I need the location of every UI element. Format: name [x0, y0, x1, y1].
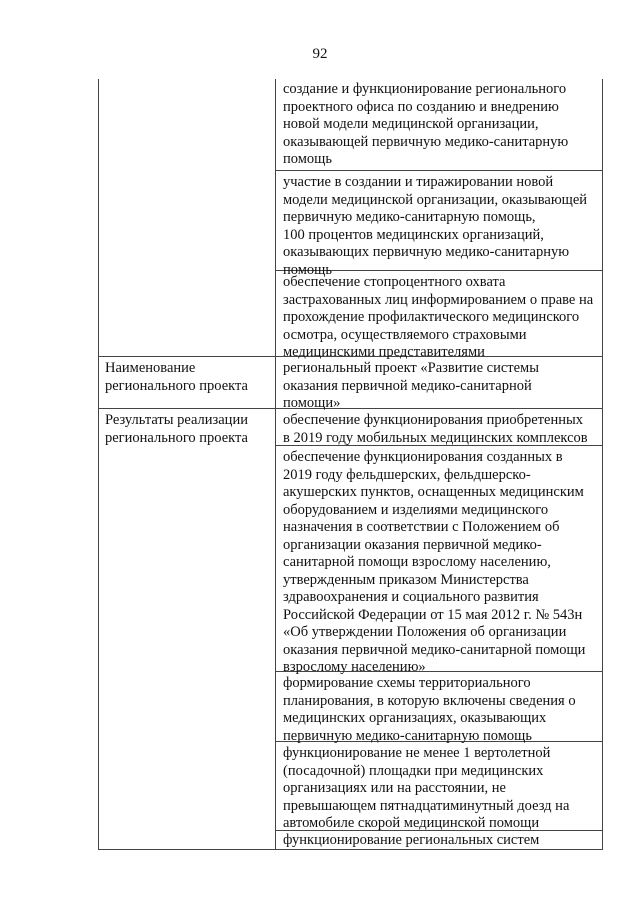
- text-line: превышающем пятнадцатиминутный доезд на: [283, 797, 570, 814]
- text-line: обеспечение функционирования приобретенных: [283, 412, 583, 428]
- text-line: прохождение профилактического медицинского: [283, 309, 580, 325]
- result-mobile-complexes: [283, 412, 588, 447]
- text-line: помощь: [283, 151, 332, 167]
- text-line: формирование схемы территориального: [283, 675, 531, 691]
- row-divider: [275, 170, 602, 171]
- text-line: осмотра, осуществляемого страховыми: [283, 326, 527, 343]
- result-regional-systems: [283, 832, 539, 850]
- text-line: первичную медико-санитарную помощь,: [283, 209, 536, 225]
- text-line: организации оказания первичной медико-: [283, 536, 542, 553]
- text-line: 100 процентов медицинских организаций,: [283, 226, 544, 243]
- label-project-name: [105, 360, 248, 395]
- column-divider: [275, 79, 276, 849]
- cell-insured-coverage: [283, 274, 593, 362]
- text-line: обеспечение стопроцентного охвата: [283, 274, 506, 290]
- text-line: регионального проекта: [105, 377, 248, 394]
- text-line: застрахованных лиц информированием о праве на: [283, 291, 594, 308]
- text-line: функционирование не менее 1 вертолетной: [283, 745, 551, 761]
- cell-regional-office: [283, 81, 568, 169]
- cell-new-model-participation: [283, 174, 587, 279]
- text-line: акушерских пунктов, оснащенных медицинским: [283, 484, 584, 500]
- page-number: 92: [312, 46, 328, 62]
- text-line: взрослому населению»: [283, 659, 426, 675]
- text-line: новой модели медицинской организации,: [283, 116, 539, 132]
- text-line: автомобиле скорой медицинской помощи: [283, 815, 540, 831]
- result-territorial-planning: [283, 675, 576, 745]
- text-line: проектного офиса по созданию и внедрению: [283, 98, 559, 115]
- text-line: организациях или на расстоянии, не: [283, 780, 506, 796]
- text-line: региональный проект «Развитие системы: [283, 360, 539, 376]
- text-line: функционирование региональных систем: [283, 832, 540, 848]
- text-line: модели медицинской организации, оказывающей: [283, 191, 588, 208]
- text-line: оказывающих первичную медико-санитарную: [283, 244, 570, 260]
- text-line: участие в создании и тиражировании новой: [283, 174, 554, 190]
- text-line: оказывающей первичную медико-санитарную: [283, 133, 569, 150]
- text-line: 2019 году фельдшерских, фельдшерско-: [283, 466, 531, 483]
- text-line: регионального проекта: [105, 429, 248, 446]
- text-line: планирования, в которую включены сведения о: [283, 692, 576, 709]
- text-line: обеспечение функционирования созданных в: [283, 449, 563, 465]
- result-helipad: [283, 745, 569, 833]
- result-feldsher-points: [283, 449, 585, 677]
- text-line: помощи»: [283, 395, 341, 411]
- text-line: первичную медико-санитарную помощь: [283, 727, 532, 744]
- text-line: Наименование: [105, 360, 196, 376]
- text-line: медицинскими представителями: [283, 344, 485, 360]
- text-line: утвержденным приказом Министерства: [283, 571, 529, 588]
- text-line: оказания первичной медико-санитарной помощи: [283, 641, 586, 658]
- document-table: [98, 79, 603, 850]
- text-line: медицинских организациях, оказывающих: [283, 710, 547, 726]
- text-line: «Об утверждении Положения об организации: [283, 624, 567, 640]
- text-line: Результаты реализации: [105, 412, 248, 428]
- text-line: оказания первичной медико-санитарной: [283, 377, 532, 394]
- text-line: здравоохранения и социального развития: [283, 589, 539, 605]
- text-line: в 2019 году мобильных медицинских комплексов: [283, 429, 588, 446]
- text-line: оборудованием и изделиями медицинского: [283, 501, 549, 518]
- text-line: помощь: [283, 261, 332, 278]
- text-line: назначения в соответствии с Положением об: [283, 519, 560, 535]
- text-line: санитарной помощи взрослому населению,: [283, 554, 551, 570]
- label-project-results: [105, 412, 248, 447]
- text-line: (посадочной) площадки при медицинских: [283, 762, 544, 779]
- text-line: создание и функционирование регионального: [283, 81, 567, 97]
- text-line: Российской Федерации от 15 мая 2012 г. № 543н: [283, 606, 583, 623]
- value-project-name: [283, 360, 539, 413]
